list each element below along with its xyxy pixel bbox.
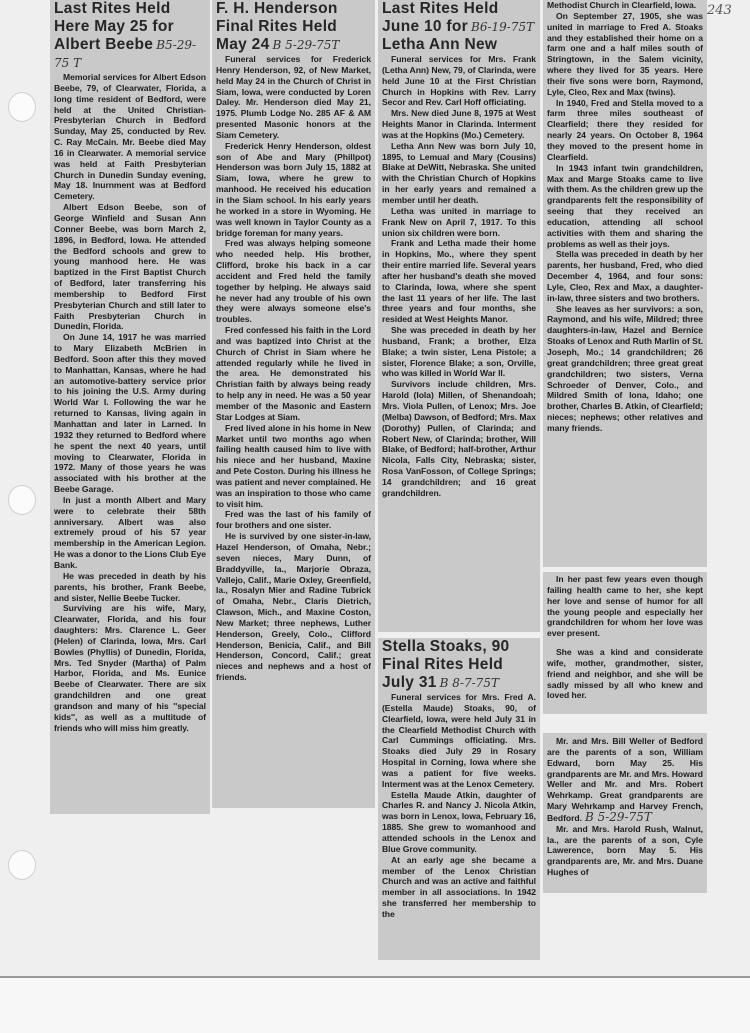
- paragraph: She leaves as her survivors: a son, Raymond, and his wife, Mildred; three daughters-in-law, Hazel and Bernice Stoaks of Lenox and Ruth Marlin of St. Joseph, Mo.; 14 grandchildren; 26 great grandchildren; three great great grandchildren; two sisters, Verna Schroeder of Denver, Colo., and Mildred Smith of Iona, Idaho; one brother, Charles B. Atkin, of Clearfield; nieces; nephews; other relatives and many friends.: [547, 303, 703, 433]
- headline-line: Final Rites Held: [382, 656, 504, 673]
- birth-notices: [543, 733, 707, 893]
- handwritten-date: B 5-29-75T: [272, 38, 340, 52]
- headline-line: Here May 25 for: [54, 18, 174, 35]
- handwritten-date: B6-19-75T: [471, 20, 535, 34]
- paragraph: Frederick Henry Henderson, oldest son of Abe and Mary (Phillpot) Henderson was born July 15, 1882 at Siam, Iowa, where he grew to manhood. He received his education in the Siam school. In his early years he worked in a store in Wyoming. He was well known in Taylor County as a bridge foreman for many years.: [216, 140, 371, 238]
- headline: [382, 0, 536, 54]
- headline-line: Last Rites Held: [54, 0, 171, 17]
- headline-line: Last Rites Held: [382, 0, 499, 17]
- paragraph: In her past few years even though failing health came to her, she kept her love and sense of humor for all the young people and especially her grandchildren for whom her love was ever present.: [547, 574, 703, 639]
- paragraph: She was a kind and considerate wife, mother, grandmother, sister, friend and neighbor, and she will be sadly missed by all who knew and loved her.: [547, 647, 703, 701]
- headline-line: Albert Beebe: [54, 36, 154, 53]
- paragraph: On September 27, 1905, she was united in marriage to Fred A. Stoaks and they established their home on a farm one and a half miles south of Stringtown, in the Salem vicinity, where they lived for 35 years. Here their five sons were born, Raymond, Lyle, Cleo, Rex and Max (twins).: [547, 10, 703, 97]
- paragraph: Fred was always helping someone who needed help. His brother, Clifford, broke his back in a car accident and Fred held the family together by helping. He always said he never had any trouble of his own they were always someone else's troubles.: [216, 238, 371, 325]
- paragraph: At an early age she became a member of the Lenox Christian Church and was an active and faithful member in all associations. In 1942 she transferred her membership to the: [382, 854, 536, 919]
- paragraph: Methodist Church in Clearfield, Iowa.: [547, 0, 697, 10]
- paragraph: Estella Maude Atkin, daughter of Charles R. and Nancy J. Nicola Atkin, was born in Lenox, Iowa, February 16, 1885. She grew to womanhood and attended schools in the Lenox and Blue Grove community.: [382, 789, 536, 854]
- paragraph: Frank and Letha made their home in Hopkins, Mo., where they spent their entire married life. Several years after her husband's death she moved to Clarinda, Iowa, where she spent the last 11 years of her life. The last three years and four months, she resided at West Heights Manor.: [382, 238, 536, 325]
- paragraph: Fred confessed his faith in the Lord and was baptized into Christ at the Church of Christ in Siam where he attended regularly while he lived in the area. He demonstrated his Christian faith by always being ready to help any in need. He was a 50 year member of the Masonic and Eastern Star Lodges at Siam.: [216, 325, 371, 422]
- paragraph: Funeral services for Mrs. Frank (Letha Ann) New, 79, of Clarinda, were held June 10 at the First Christian Church in Hopkins with Rev. Larry Secor and Rev. Carl Hoff officiating.: [382, 54, 536, 108]
- paragraph: On June 14, 1917 he was married to Mary Elizabeth McBrien in Bedford. Soon after this they moved to Manhattan, Kansas, where he had an automotive-battery service prior to his joining the U.S. Army during World War I. Following the war he returned to Kansas, living again in Manhattan and later in Larned. In 1932 they returned to Bedford where he spent the next 40 years, until moving to Clearwater, Florida in 1972. Many of those years he was associated with his brother at the Beebe Garage.: [54, 332, 206, 495]
- headline-line: Letha Ann New: [382, 36, 498, 53]
- paragraph: Survivors include children, Mrs. Harold (Iola) Millen, of Shenandoah; Mrs. Viola Pullen, of Lenox; Mrs. Joe (Melba) Dawson, of Bedford; Mrs. Max (Dorothy) Pullen, of Clarinda; and Robert New, of Clarinda; brother, Will Blake, of Bedford; half-brother, Arthur Nicola, Falls City, Nebraska; sister, Rosa VanFosson, of College Springs; 14 grandchildren; and 16 great grandchildren.: [382, 379, 536, 498]
- paragraph: Mrs. New died June 8, 1975 at West Heights Manor in Clarinda. Interment was at the Hopkins (Mo.) Cemetery.: [382, 108, 536, 140]
- paragraph: He is survived by one sister-in-law, Hazel Henderson, of Omaha, Nebr.; seven nieces, Mary Dunn, of Braddyville, Ia., Marjorie Obraza, Vallejo, Calif., Marie Oxley, Greenfield, Ia., Rosalyn Mier and Radine Tubrick of Omaha, Nebr., Claris Dietrich, Clawson, Mich., and Maxine Coston, New Market; three nephews, Luther Henderson, Greely, Colo., Clifford Henderson, Benicia, Calif., and Bill Henderson, Concord, Calif.; great nieces and nephews and a host of friends.: [216, 531, 371, 683]
- paragraph: Surviving are his wife, Mary, Clearwater, Florida, and his four daughters: Mrs. Clarence L. Geer (Helen) of Clarinda, Iowa, Mrs. Carl Bowles (Phyllis) of Dunedin, Florida, Mrs. Ted Snyder (Martha) of Palm Harbor, Florida, and Ms. Eunice Beebe of Clearwater. There are six grandchildren and one great grandson and many of his ''special kids'', as well as a multitude of friends who will miss him greatly.: [54, 603, 206, 733]
- obituary-stella-stoaks: [378, 638, 540, 960]
- paragraph: He was preceded in death by his parents, his brother, Frank Beebe, and sister, Nellie Beebe Tucker.: [54, 570, 206, 603]
- headline-line: May 24: [216, 36, 270, 53]
- page-number: 243: [707, 3, 732, 18]
- handwritten-date: B 8-7-75T: [439, 676, 499, 690]
- headline: [54, 0, 206, 72]
- binder-hole: [8, 92, 36, 122]
- obituary-stella-stoaks-continued: [543, 0, 707, 567]
- headline-line: July 31: [382, 674, 437, 691]
- paragraph: Mr. and Mrs. Harold Rush, Walnut, Ia., are the parents of a son, Cyle Lawerence, born May 5. His grandparents are, Mr. and Mrs. Duane Hughes of: [547, 823, 703, 878]
- paragraph: In 1940, Fred and Stella moved to a farm three miles southeast of Clearfield; there they resided for nearly 24 years. On October 8, 1964 they moved to the present home in Clearfield.: [547, 97, 703, 162]
- paragraph: Funeral services for Mrs. Fred A. (Estella Maude) Stoaks, 90, of Clearfield, Iowa, were held July 31 in the Clearfield Methodist Church with Carl Cummings officiating. Mrs. Stoaks died July 29 in Rosary Hospital in Corning, Iowa where she was a patient for five weeks. Interment was at the Lenox Cemetery.: [382, 692, 536, 789]
- headline-line: F. H. Henderson: [216, 0, 338, 17]
- obituary-stella-stoaks-ending: [543, 572, 707, 714]
- paragraph: Letha was united in marriage to Frank New on April 7, 1917. To this union six children were born.: [382, 205, 536, 238]
- paragraph: Funeral services for Frederick Henry Henderson, 92, of New Market, held May 24 in the Church of Christ in Siam, Iowa, were conducted by Loren Daley. Mr. Henderson died May 21, 1975. Plumb Lodge No. 285 AF & AM presented Masonic honors at the Siam Cemetery.: [216, 54, 371, 140]
- obituary-fh-henderson: [212, 0, 375, 808]
- birth-notice-weller: Mr. and Mrs. Bill Weller of Bedford are the parents of a son, William Edward, born May 25. His grandparents are Mr. and Mrs. Howard Weller and Mr. and Mrs. Robert Wehrkamp. Great grandparents are Mary Wehrkamp and Harvey French, Bedford.: [547, 736, 703, 823]
- handwritten-date: B 5-29-75T: [584, 809, 652, 824]
- obituary-letha-ann-new: [378, 0, 540, 632]
- headline-line: June 10 for: [382, 18, 468, 35]
- binder-hole: [8, 850, 36, 880]
- handwritten-date: B5-29-75 T: [54, 38, 197, 70]
- headline: [216, 0, 371, 54]
- paragraph: In 1943 infant twin grandchildren, Max and Marge Stoaks came to live with them. As the children grew up the grandparents felt the responsibility of seeing that they received an education, attending all school activities with them and sharing the problems as well as their joys.: [547, 162, 703, 249]
- paragraph: Memorial services for Albert Edson Beebe, 79, of Clearwater, Florida, a long time resident of Bedford, were held at the United Christian-Presbyterian Church in Bedford Sunday, May 25, conducted by Rev. C. Ray McCain. Mr. Beebe died May 16 in Clearwater. A memorial service was held at Faith Presbyterian Church in Dunedin Sunday evening, May 18. Inurnment was at Bedford Cemetery.: [54, 72, 206, 202]
- obituary-albert-beebe: [50, 0, 210, 814]
- paragraph: Letha Ann New was born July 10, 1895, to Lemual and Mary (Cousins) Blake at DeWitt, Nebraska. She united with the Christian Church of Hopkins in her early years and remained a member until her death.: [382, 140, 536, 205]
- paragraph: Fred lived alone in his home in New Market until two months ago when failing health caused him to live with his niece and her husband, Maxine and Pete Coston. During his illness he was patient and never complained. He was an inspiration to those who came to visit him.: [216, 422, 371, 509]
- paragraph: [547, 736, 703, 824]
- headline-line: Stella Stoaks, 90: [382, 638, 510, 655]
- paragraph: Albert Edson Beebe, son of George Winfield and Susan Ann Conner Beebe, was born March 2, 1896, in Bedford, Iowa. He attended the Bedford schools and grew to young manhood here. He was baptized in the First Baptist Church of Bedford, later transferring his membership to Bedford First Presbyterian Church and still later to Faith Presbyterian Church in Dunedin, Florida.: [54, 202, 206, 332]
- paragraph: Stella was preceded in death by her parents, her husband, Fred, who died December 4, 1964, and four sons: Lyle, Cleo, Rex and Max, a daughter-in-law, three sisters and two brothers.: [547, 249, 703, 303]
- paragraph: In just a month Albert and Mary were to celebrate their 58th anniversary. Albert was also extremely proud of his 57 year membership in the American Legion. He was a donor to the Lions Club Eye Bank.: [54, 494, 206, 570]
- headline-line: Final Rites Held: [216, 18, 338, 35]
- binder-hole: [8, 485, 36, 515]
- paragraph: She was preceded in death by her husband, Frank; a brother, Elza Blake; a twin sister, Lena Pistole; a sister, Florence Blake; a son, Orville, who was killed in World War II.: [382, 325, 536, 379]
- paragraph: Fred was the last of his family of four brothers and one sister.: [216, 509, 371, 531]
- headline: [382, 638, 536, 692]
